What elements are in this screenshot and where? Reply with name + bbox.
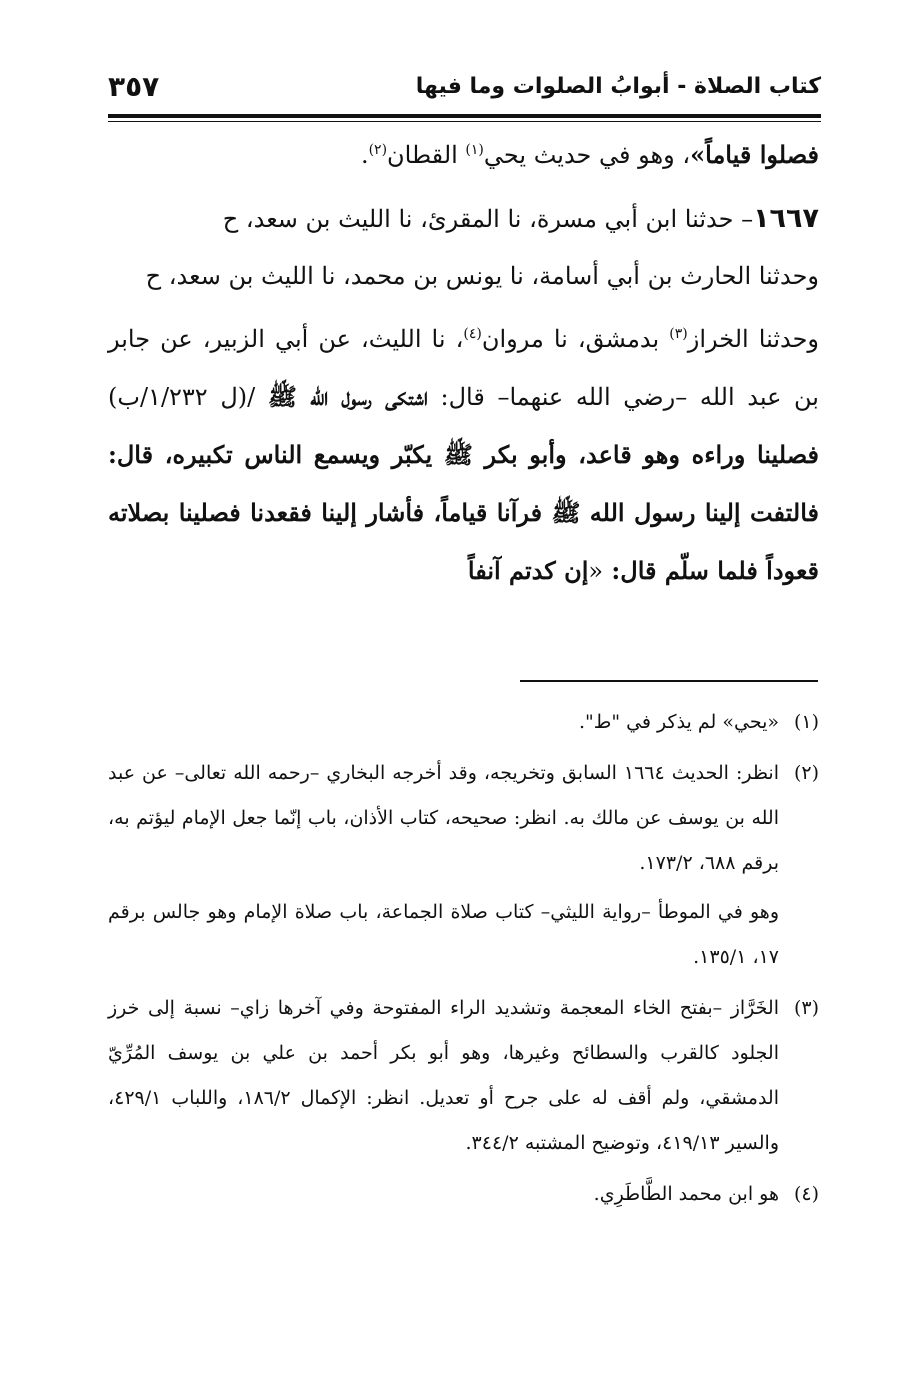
footnote-body	[108, 751, 779, 980]
header-rule-thin	[108, 121, 821, 122]
footnote-2	[108, 751, 819, 980]
body-text: القطان	[387, 141, 466, 169]
footnote-body	[108, 986, 779, 1166]
footnote-number: (٢)	[793, 762, 819, 784]
footnote-marker: (١)	[465, 142, 484, 158]
bold-text: فصلينا وراءه وهو قاعد، وأبو بكر ﷺ يكبّر ويسمع الناس تكبيره، قال: فالتفت إلينا رسول الله ﷺ فرآنا قياماً، فأشار إلينا فقعدنا فصلينا بصلاته قعوداً فلما سلّم قال:	[108, 440, 819, 585]
footnote-body	[108, 700, 779, 745]
footnote-number: (٣)	[793, 997, 819, 1019]
running-header	[108, 70, 821, 114]
paragraph-1	[108, 126, 819, 184]
body-text: بدمشق، نا مروان	[481, 325, 670, 353]
footnote-text: هو ابن محمد الطَّاطَرِي.	[593, 1183, 779, 1205]
footnote-4	[108, 1172, 819, 1217]
body-text: وحدثنا الحارث بن أبي أسامة، نا يونس بن محمد، نا الليث بن سعد، ح	[145, 262, 819, 290]
body-text: – حدثنا ابن أبي مسرة، نا المقرئ، نا الليث بن سعد، ح	[222, 205, 754, 233]
footnotes	[108, 700, 819, 1217]
quote-mark: «	[588, 557, 604, 585]
footnote-text: وهو في الموطأ –رواية الليثي– كتاب صلاة الجماعة، باب صلاة الإمام وهو جالس برقم ١٧، ١٣٥/١.	[108, 901, 779, 968]
paragraph-3	[108, 248, 819, 305]
footnote-text: «يحي» لم يذكر في "ط".	[578, 711, 779, 733]
footnote-separator	[520, 680, 818, 682]
footnote-3	[108, 986, 819, 1166]
footnote-number: (١)	[793, 711, 819, 733]
body-text: .	[360, 141, 369, 169]
bold-text: إن كدتم آنفاً	[467, 556, 589, 585]
page-number: ٣٥٧	[108, 70, 160, 103]
paragraph-4	[108, 311, 819, 600]
paragraph-hadith-1667	[108, 190, 819, 248]
footnote-marker: (٣)	[669, 326, 688, 342]
main-text	[108, 126, 819, 600]
footnote-1	[108, 700, 819, 745]
footnote-number: (٤)	[793, 1183, 819, 1205]
manuscript-reference: /(ل ١/٢٣٢/ب)	[108, 383, 268, 411]
running-header-title: كتاب الصلاة - أبوابُ الصلوات وما فيها	[415, 74, 821, 99]
body-text: وحدثنا الخراز	[687, 325, 820, 353]
footnote-marker: (٢)	[368, 142, 388, 158]
header-rule-thick	[108, 114, 821, 118]
footnote-text: انظر: الحديث ١٦٦٤ السابق وتخريجه، وقد أخرجه البخاري –رحمه الله تعالى– عن عبد الله بن يوسف عن مالك به. انظر: صحيحه، كتاب الأذان، باب إنّما جعل الإمام ليؤتم به، برقم ٦٨٨، ١٧٣/٢.	[108, 762, 779, 874]
hadith-number: ١٦٦٧	[753, 203, 819, 234]
body-text: ، وهو في حديث يحي	[483, 141, 691, 169]
bold-text: فصلوا قياماً»	[690, 140, 819, 169]
body-text: ، نا الليث، عن أبي الزبير، عن جابر بن عبد الله –رضي الله عنهما– قال:	[108, 325, 819, 411]
footnote-marker: (٤)	[463, 326, 482, 342]
footnote-body	[108, 1172, 779, 1217]
bold-text: اشتكى رسول الله ﷺ	[267, 382, 428, 411]
footnote-text: الخَرَّاز –بفتح الخاء المعجمة وتشديد الراء المفتوحة وفي آخرها زاي– نسبة إلى خرز الجلود كالقرب والسطائح وغيرها، وهو أبو بكر أحمد بن علي بن يوسف المُرِّيّ الدمشقي، ولم أقف له على جرح أو تعديل. انظر: الإكمال ١٨٦/٢، واللباب ٤٢٩/١، والسير ٤١٩/١٣، وتوضيح المشتبه ٣٤٤/٢.	[108, 997, 779, 1154]
